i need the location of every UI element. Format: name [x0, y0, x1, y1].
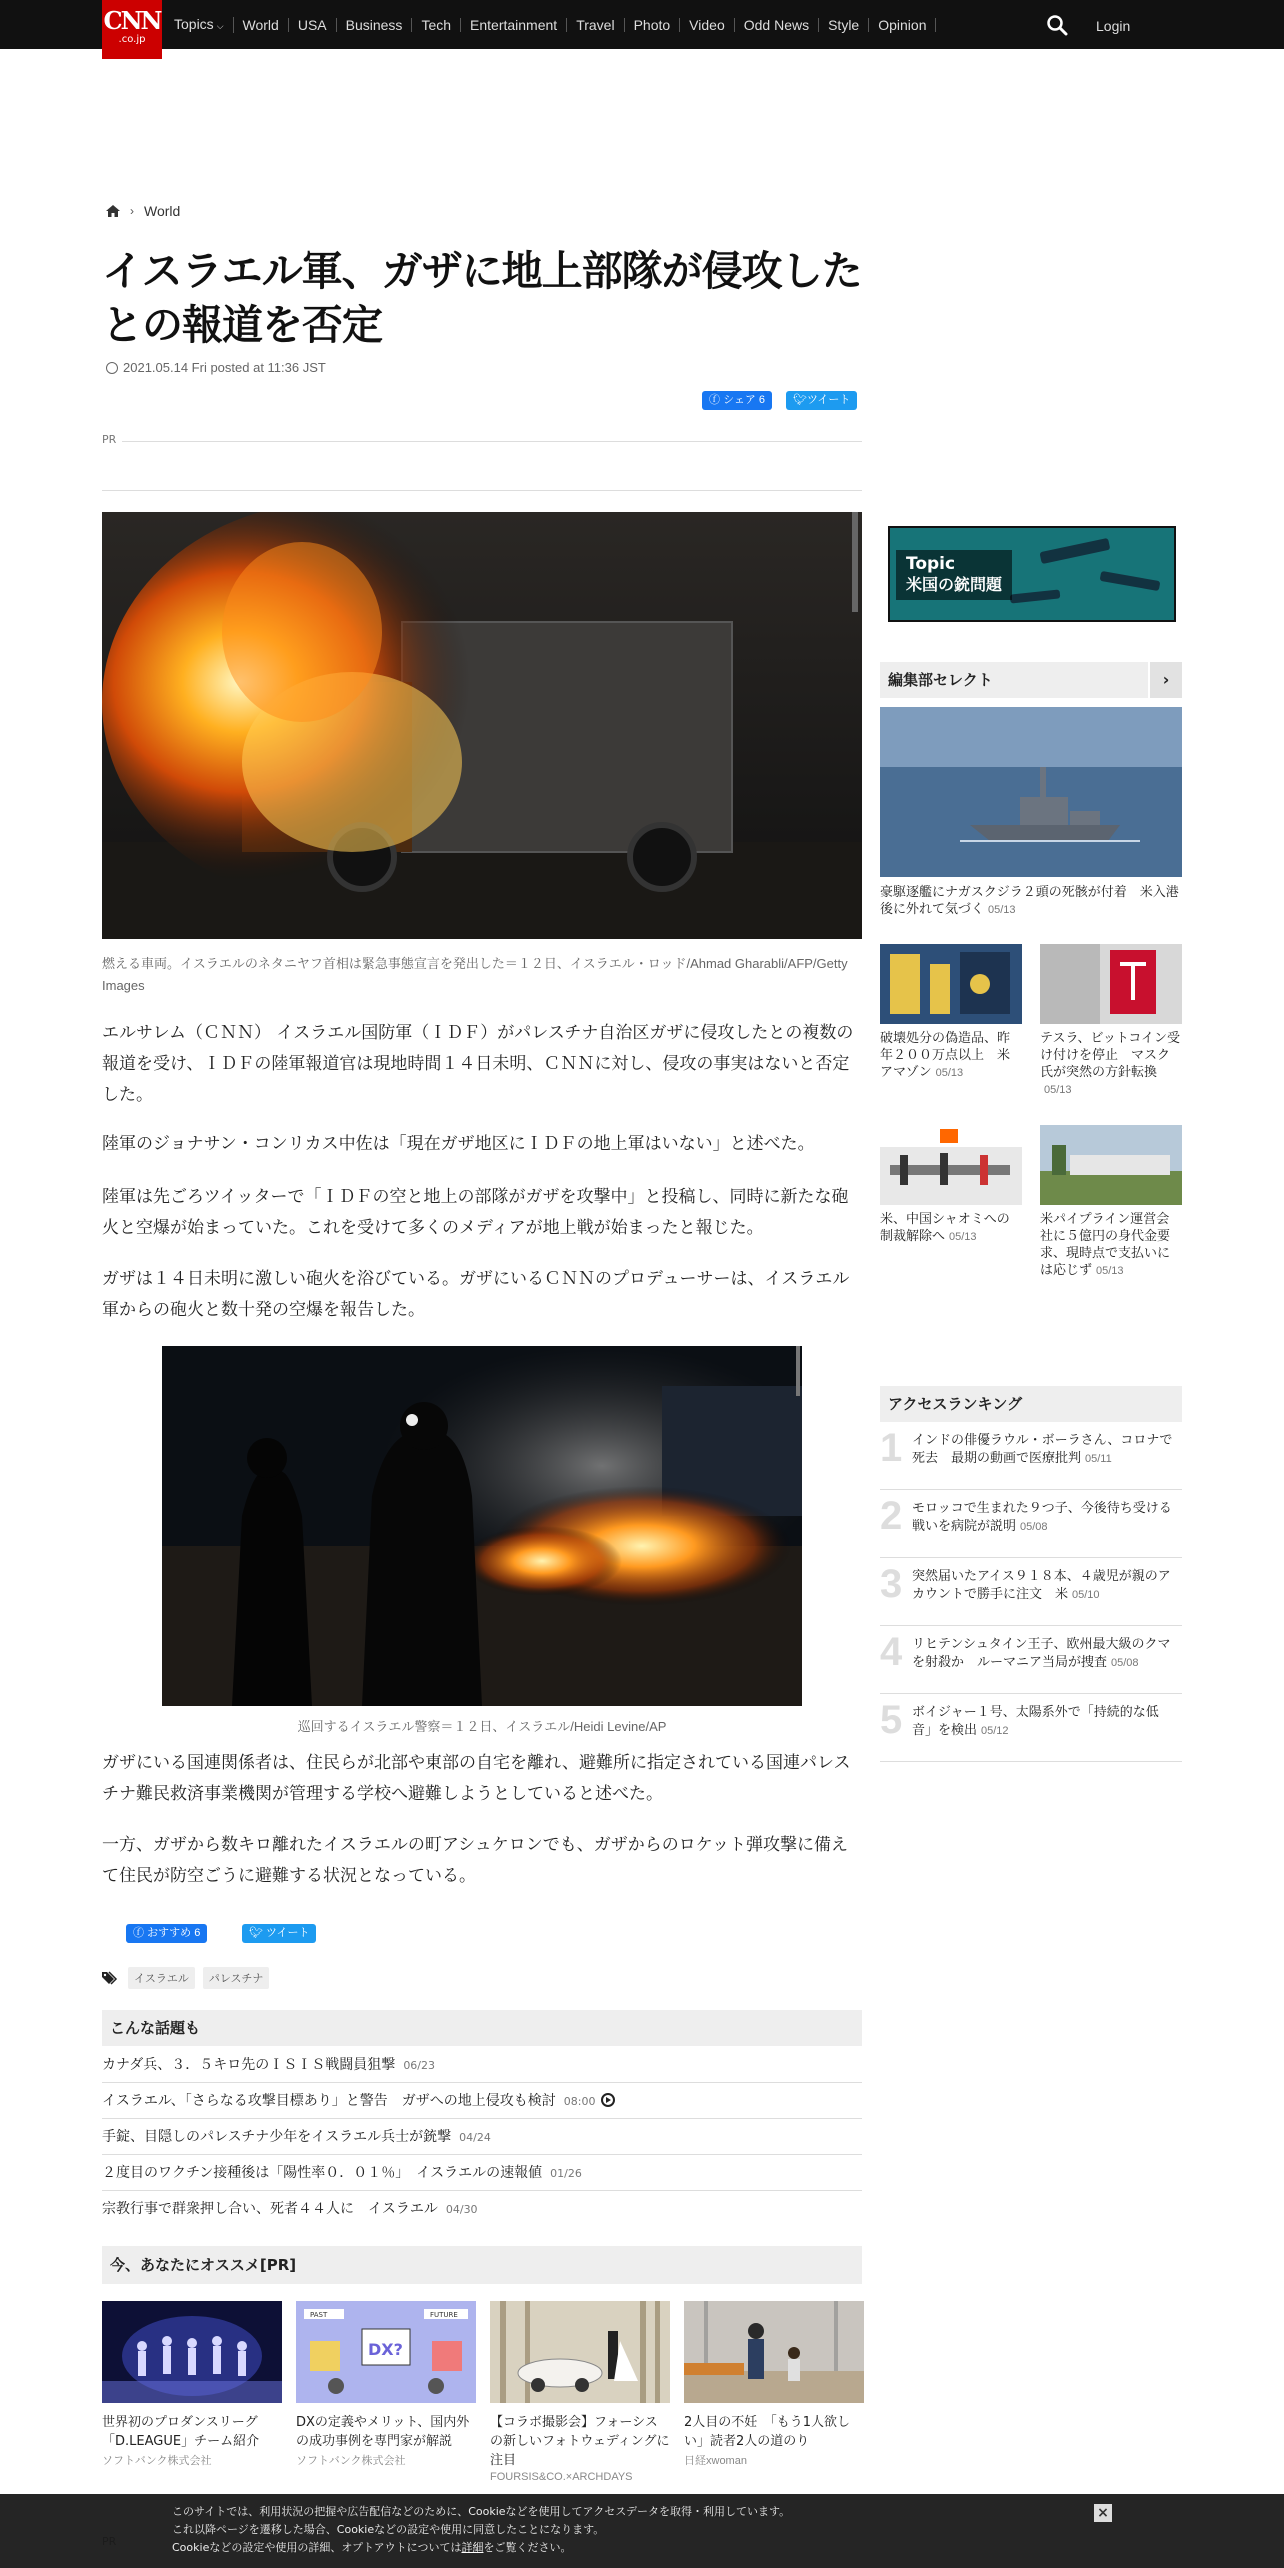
editor-select-title: 編集部セレクト — [888, 671, 993, 689]
xiaomi-thumbnail — [880, 1125, 1022, 1205]
ranking-title: 突然届いたアイス９１８本、４歳児が親のアカウントで勝手に注文 米 — [912, 1569, 1171, 1602]
related-topic-item[interactable] — [102, 2083, 862, 2119]
cookie-line-3-end: をご覧ください。 — [483, 2541, 572, 2554]
nav-photo[interactable]: Photo — [625, 18, 681, 32]
dx-label: DX? — [368, 2340, 403, 2359]
tweet-label: ツイート — [806, 394, 851, 406]
ranking-date: 05/08 — [1020, 1521, 1048, 1533]
editor-select-header — [880, 662, 1182, 698]
article-paragraph-4: ガザは１４日未明に激しい砲火を浴びている。ガザにいるＣＮＮのプロデューサーは、イスラエル軍からの砲火と数十発の空爆を報告した。 — [102, 1269, 850, 1320]
close-icon[interactable]: × — [1094, 2504, 1112, 2522]
article-paragraph-6: 一方、ガザから数キロ離れたイスラエルの町アシュケロンでも、ガザからのロケット弾攻撃に備えて住民が防空ごうに避難する状況となっている。 — [102, 1835, 848, 1886]
twitter-icon: 🐦︎ — [793, 394, 807, 406]
dance-league-thumbnail — [102, 2301, 282, 2403]
recommend-card[interactable] — [684, 2301, 864, 2468]
police-patrol-photo — [162, 1346, 802, 1706]
recommend-source: 日経xwoman — [684, 2455, 747, 2467]
topic-label — [896, 550, 1012, 600]
nav-tech[interactable]: Tech — [412, 18, 461, 32]
nav-world[interactable]: World — [234, 18, 289, 32]
wedding-thumbnail — [490, 2301, 670, 2403]
breadcrumb — [106, 203, 180, 219]
image-caption-2: 巡回するイスラエル警察＝１２日、イスラエル/Heidi Levine/AP — [297, 1719, 667, 1734]
article-paragraph-2: 陸軍のジョナサン・コンリカス中佐は「現在ガザ地区にＩＤＦの地上軍はいない」と述べた。 — [102, 1134, 815, 1154]
tag-palestine[interactable]: パレスチナ — [203, 1967, 269, 1989]
twitter-icon: 🐦︎ — [249, 1927, 263, 1939]
ranking-number: 3 — [880, 1562, 903, 1606]
nav-topics-label: Topics — [174, 15, 214, 32]
cookie-line-2: これ以降ページを遷移した場合、Cookieなどの設定や使用に同意したことになります。 — [172, 2523, 605, 2536]
ranking-date: 05/10 — [1072, 1589, 1100, 1601]
pr-divider — [102, 433, 862, 446]
ranking-title: インドの俳優ラウル・ボーラさん、コロナで死去 最期の動画で医療批判 — [912, 1433, 1173, 1466]
related-topics-header: こんな話題も — [102, 2010, 862, 2046]
related-topic-title: カナダ兵、３．５キロ先のＩＳＩＳ戦闘員狙撃 — [102, 2057, 396, 2073]
related-topic-item[interactable] — [102, 2191, 862, 2227]
ranking-item[interactable] — [880, 1490, 1182, 1558]
pr-line — [122, 441, 862, 442]
editor-item-title: テスラ、ビットコイン受け付けを停止 マスク氏が突然の方針転換 — [1040, 1031, 1181, 1080]
editor-item[interactable] — [880, 1211, 1022, 1246]
related-topic-date: 01/26 — [550, 2167, 582, 2180]
ranking-number: 1 — [880, 1426, 903, 1470]
ranking-title: モロッコで生まれた９つ子、今後待ち受ける戦いを病院が説明 — [912, 1501, 1172, 1534]
past-label: PAST — [310, 2311, 328, 2319]
ranking-number: 4 — [880, 1630, 903, 1674]
nav-topics[interactable] — [168, 17, 234, 33]
tweet-button[interactable] — [786, 391, 857, 410]
related-topic-date: 04/30 — [445, 2203, 478, 2216]
editor-item[interactable] — [880, 884, 1182, 919]
related-topic-item[interactable] — [102, 2119, 862, 2155]
top-nav-bar — [0, 0, 1284, 49]
nav-entertainment[interactable]: Entertainment — [461, 18, 567, 32]
cookie-line-3-text: Cookieなどの設定や使用の詳細、オプトアウトについては — [172, 2541, 462, 2554]
chevron-right-icon: › — [130, 204, 134, 218]
tag-israel[interactable]: イスラエル — [128, 1967, 195, 1989]
editor-item-date: 05/13 — [935, 1067, 964, 1079]
editor-item-title: 破壊処分の偽造品、昨年２００万点以上 米アマゾン — [880, 1031, 1011, 1080]
cookie-banner — [0, 2494, 1284, 2568]
ranking-item[interactable] — [880, 1694, 1182, 1762]
topic-label-line1: Topic — [906, 554, 956, 574]
related-topic-item[interactable] — [102, 2047, 862, 2083]
editor-item-date: 05/13 — [1096, 1265, 1124, 1277]
dx-thumbnail — [296, 2301, 476, 2403]
recommend-title: 世界初のプロダンスリーグ「D.LEAGUE」チーム紹介 — [102, 2415, 260, 2449]
facebook-icon: ⓕ — [709, 394, 720, 406]
facebook-share-label: シェア 6 — [723, 394, 766, 406]
article-date — [106, 360, 326, 375]
article-paragraph-3: 陸軍は先ごろツイッターで「ＩＤＦの空と地上の部隊がガザを攻撃中」と投稿し、同時に新たな砲火と空爆が始まっていた。これを受けて多くのメディアが地上戦が始まったと報じた。 — [102, 1187, 849, 1238]
editor-item-date: 05/13 — [988, 904, 1016, 916]
recommend-title: DXの定義やメリット、国内外の成功事例を専門家が解説 — [296, 2415, 470, 2449]
ranking-date: 05/08 — [1111, 1657, 1139, 1669]
topic-banner[interactable] — [888, 526, 1176, 622]
related-topic-title: ２度目のワクチン接種後は「陽性率０．０１％」 イスラエルの速報値 — [102, 2165, 543, 2181]
nav-odd-news[interactable]: Odd News — [735, 18, 819, 32]
facebook-recommend-label: おすすめ 6 — [147, 1927, 201, 1939]
recommend-title: 2人目の不妊 「もう1人欲しい」読者2人の道のり — [684, 2415, 851, 2449]
logo-text: CNN — [103, 6, 161, 35]
clock-icon — [106, 362, 118, 374]
nav-opinion[interactable]: Opinion — [869, 18, 936, 32]
chevron-down-icon: ⌵ — [216, 20, 224, 31]
related-topic-item[interactable] — [102, 2155, 862, 2191]
editor-item[interactable] — [880, 1030, 1022, 1082]
article-headline: イスラエル軍、ガザに地上部隊が侵攻したとの報道を否定 — [102, 247, 862, 349]
ranking-date: 05/11 — [1085, 1453, 1112, 1465]
nav-business[interactable]: Business — [337, 18, 413, 32]
editor-item[interactable] — [1040, 1030, 1182, 1099]
facebook-share-button[interactable] — [702, 391, 772, 410]
recommend-card[interactable] — [490, 2301, 670, 2483]
recommend-source: ソフトバンク株式会社 — [102, 2455, 212, 2467]
ranking-title: ボイジャー１号、太陽系外で「持続的な低音」を検出 — [912, 1705, 1159, 1738]
cnn-logo[interactable] — [102, 0, 162, 59]
ranking-number: 2 — [880, 1494, 903, 1538]
tag-icon — [102, 1971, 118, 1985]
ranking-item[interactable] — [880, 1422, 1182, 1490]
related-topic-title: イスラエル、「さらなる攻撃目標あり」と警告 ガザへの地上侵攻も検討 — [102, 2093, 556, 2109]
tesla-thumbnail — [1040, 944, 1182, 1024]
editor-item[interactable] — [1040, 1211, 1182, 1280]
recommend-source: FOURSIS&CO.×ARCHDAYS — [490, 2471, 633, 2483]
editor-item-date: 05/13 — [1044, 1084, 1072, 1096]
recommend-card[interactable] — [102, 2301, 282, 2468]
counterfeit-thumbnail — [880, 944, 1022, 1024]
recommend-source: ソフトバンク株式会社 — [296, 2455, 406, 2467]
recommend-card[interactable] — [296, 2301, 476, 2468]
related-topic-date: 08:00 — [563, 2095, 596, 2108]
warship-thumbnail — [880, 707, 1182, 877]
cookie-text — [172, 2503, 1072, 2557]
login-link[interactable]: Login — [1096, 18, 1131, 34]
editor-item-date: 05/13 — [949, 1231, 977, 1243]
ranking-date: 05/12 — [981, 1725, 1009, 1737]
article-paragraph-1: エルサレム（ＣＮＮ） イスラエル国防軍（ＩＤＦ）がパレスチナ自治区ガザに侵攻したとの複数の報道を受け、ＩＤＦの陸軍報道官は現地時間１４日未明、ＣＮＮに対し、侵攻の事実はないと否定した。 — [102, 1023, 854, 1105]
cookie-details-link[interactable]: 詳細 — [461, 2541, 484, 2554]
logo-subtext: .co.jp — [118, 34, 146, 45]
cookie-line-1: このサイトでは、利用状況の把握や広告配信などのために、Cookieなどを使用してアクセスデータを取得・利用しています。 — [172, 2505, 791, 2518]
recommend-title: 【コラボ撮影会】フォーシスの新しいフォトウェディングに注目 — [490, 2415, 670, 2468]
related-topic-title: 手錠、目隠しのパレスチナ少年をイスラエル兵士が銃撃 — [102, 2129, 452, 2145]
related-topic-date: 04/24 — [459, 2131, 491, 2144]
divider — [102, 490, 862, 491]
ranking-item[interactable] — [880, 1626, 1182, 1694]
nav-links — [168, 0, 936, 49]
image-caption-1: 燃える車両。イスラエルのネタニヤフ首相は緊急事態宣言を発出した＝１２日、イスラエル・ロッド/Ahmad Gharabli/AFP/Getty Images — [102, 956, 848, 993]
nav-video[interactable]: Video — [680, 18, 735, 32]
play-video-icon — [601, 2093, 615, 2107]
editor-item-title: 豪駆逐艦にナガスクジラ２頭の死骸が付着 米入港後に外れて気づく — [880, 885, 1179, 917]
family-thumbnail — [684, 2301, 864, 2403]
topic-label-line2: 米国の銃問題 — [906, 575, 1003, 594]
breadcrumb-world[interactable]: World — [144, 203, 181, 219]
tweet-button-bottom[interactable] — [242, 1924, 316, 1943]
tag-list — [102, 1967, 277, 1989]
chevron-right-icon[interactable]: › — [1148, 662, 1182, 698]
nav-travel[interactable]: Travel — [567, 18, 624, 32]
future-label: FUTURE — [430, 2311, 458, 2319]
search-icon[interactable] — [1046, 14, 1068, 36]
editor-item-title: 米パイプライン運営会社に５億円の身代金要求、現時点で支払いには応じず — [1040, 1212, 1171, 1278]
facebook-icon: ⓕ — [133, 1927, 144, 1939]
burning-truck-photo — [102, 512, 862, 939]
article-date-text: 2021.05.14 Fri posted at 11:36 JST — [123, 360, 326, 375]
home-icon[interactable] — [106, 205, 120, 217]
ranking-item[interactable] — [880, 1558, 1182, 1626]
related-topic-title: 宗教行事で群衆押し合い、死者４４人に イスラエル — [102, 2201, 438, 2217]
related-topic-date: 06/23 — [403, 2059, 436, 2072]
access-ranking-header: アクセスランキング — [880, 1386, 1182, 1422]
editor-item-title: 米、中国シャオミへの制裁解除へ — [880, 1212, 1010, 1244]
pipeline-thumbnail — [1040, 1125, 1182, 1205]
pr-label: PR — [102, 433, 117, 446]
ranking-title: リヒテンシュタイン王子、欧州最大級のクマを射殺か ルーマニア当局が捜査 — [912, 1637, 1171, 1670]
tweet-label-bottom: ツイート — [266, 1927, 310, 1939]
recommend-header: 今、あなたにオススメ[PR] — [102, 2246, 862, 2284]
article-paragraph-5: ガザにいる国連関係者は、住民らが北部や東部の自宅を離れ、避難所に指定されている国連パレスチナ難民救済事業機関が管理する学校へ避難しようとしていると述べた。 — [102, 1753, 851, 1804]
nav-style[interactable]: Style — [819, 18, 869, 32]
facebook-recommend-button[interactable] — [126, 1924, 207, 1943]
nav-usa[interactable]: USA — [289, 18, 337, 32]
ranking-number: 5 — [880, 1698, 903, 1742]
cookie-line-3 — [172, 2539, 1072, 2557]
